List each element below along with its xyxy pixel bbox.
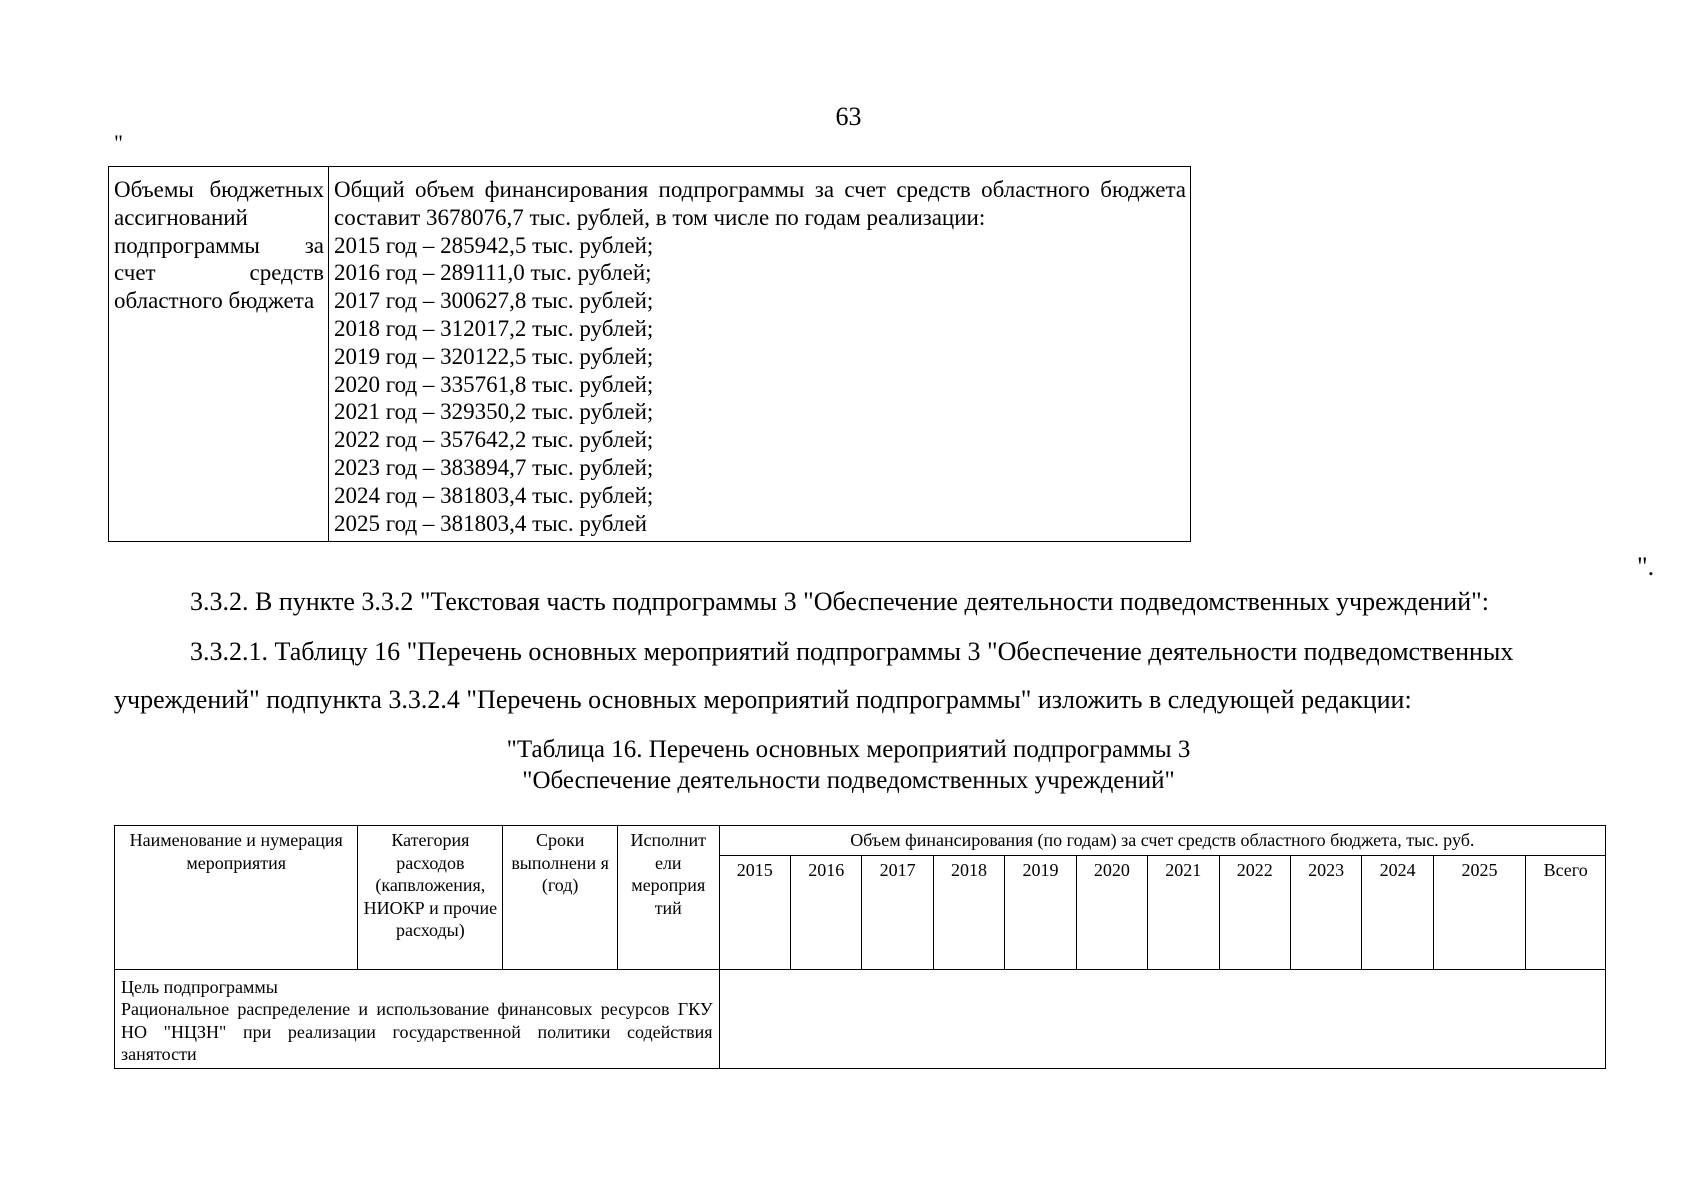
- header-name: Наименование и нумерация мероприятия: [115, 826, 358, 970]
- budget-year-line: 2022 год – 357642,2 тыс. рублей;: [334, 427, 654, 453]
- header-category: Категория расходов (капвложения, НИОКР и прочие расходы): [358, 826, 503, 970]
- header-year: 2023: [1290, 855, 1361, 969]
- budget-year-line: 2018 год – 312017,2 тыс. рублей;: [334, 315, 654, 341]
- goal-funding-cell: [719, 969, 1605, 1068]
- goal-text: Рациональное распределение и использование финансовых ресурсов ГКУ НО "НЦЗН" при реализации государственной политики содействия занятости: [121, 999, 713, 1064]
- goal-row: [115, 969, 1606, 1068]
- budget-year-line: 2024 год – 381803,4 тыс. рублей;: [334, 482, 654, 508]
- header-total: Всего: [1526, 855, 1606, 969]
- header-year: 2024: [1362, 855, 1433, 969]
- budget-year-line: 2016 год – 289111,0 тыс. рублей;: [334, 260, 652, 286]
- activities-table: [114, 825, 1606, 1069]
- budget-label-cell: Объемы бюджетных ассигнований подпрограммы за счет средств областного бюджета: [109, 167, 329, 542]
- header-year: 2017: [862, 855, 933, 969]
- budget-year-line: 2020 год – 335761,8 тыс. рублей;: [334, 371, 654, 397]
- header-year: 2025: [1433, 855, 1526, 969]
- header-year: 2019: [1005, 855, 1076, 969]
- header-year: 2016: [790, 855, 861, 969]
- budget-year-line: 2019 год – 320122,5 тыс. рублей;: [334, 343, 654, 369]
- paragraph-3-3-2-1-line-2: учреждений" подпункта 3.3.2.4 "Перечень основных мероприятий подпрограммы" изложить в следующей редакции:: [114, 685, 1412, 714]
- budget-year-line: 2015 год – 285942,5 тыс. рублей;: [334, 232, 654, 258]
- header-year: 2020: [1076, 855, 1147, 969]
- header-year: 2021: [1148, 855, 1219, 969]
- table-title-line-2: "Обеспечение деятельности подведомственных учреждений": [522, 767, 1175, 794]
- table-title-line-1: "Таблица 16. Перечень основных мероприятий подпрограммы 3: [506, 736, 1191, 763]
- budget-summary: Общий объем финансирования подпрограммы за счет средств областного бюджета составит 3678076,7 тыс. рублей, в том числе по годам реализации:: [334, 177, 1186, 230]
- header-year: 2022: [1219, 855, 1290, 969]
- page-number: 63: [835, 102, 862, 131]
- budget-allocations-table: [108, 166, 1191, 542]
- header-year: 2015: [719, 855, 790, 969]
- goal-title: Цель подпрограммы: [121, 976, 278, 997]
- budget-year-line: 2021 год – 329350,2 тыс. рублей;: [334, 399, 654, 425]
- header-executors: Исполнит ели мероприя тий: [617, 826, 719, 970]
- header-funding: Объем финансирования (по годам) за счет средств областного бюджета, тыс. руб.: [719, 826, 1605, 856]
- table-16-title: [0, 734, 1697, 796]
- goal-cell: [115, 969, 720, 1068]
- budget-year-line: 2023 год – 383894,7 тыс. рублей;: [334, 454, 654, 480]
- budget-year-line: 2017 год – 300627,8 тыс. рублей;: [334, 288, 654, 314]
- header-year: 2018: [933, 855, 1004, 969]
- closing-quote-mark: ".: [1637, 552, 1655, 581]
- budget-year-line: 2025 год – 381803,4 тыс. рублей: [334, 510, 647, 536]
- paragraph-3-3-2-1-line-1: 3.3.2.1. Таблицу 16 "Перечень основных мероприятий подпрограммы 3 "Обеспечение деятельности подведомственных: [190, 637, 1514, 666]
- header-terms: Сроки выполнени я (год): [503, 826, 618, 970]
- budget-row: [109, 167, 1191, 542]
- opening-quote-mark: ": [114, 130, 123, 155]
- budget-content-cell: [329, 167, 1191, 542]
- paragraph-3-3-2: 3.3.2. В пункте 3.3.2 "Текстовая часть подпрограммы 3 "Обеспечение деятельности подведомственных учреждений":: [190, 587, 1489, 616]
- header-row: [115, 826, 1606, 856]
